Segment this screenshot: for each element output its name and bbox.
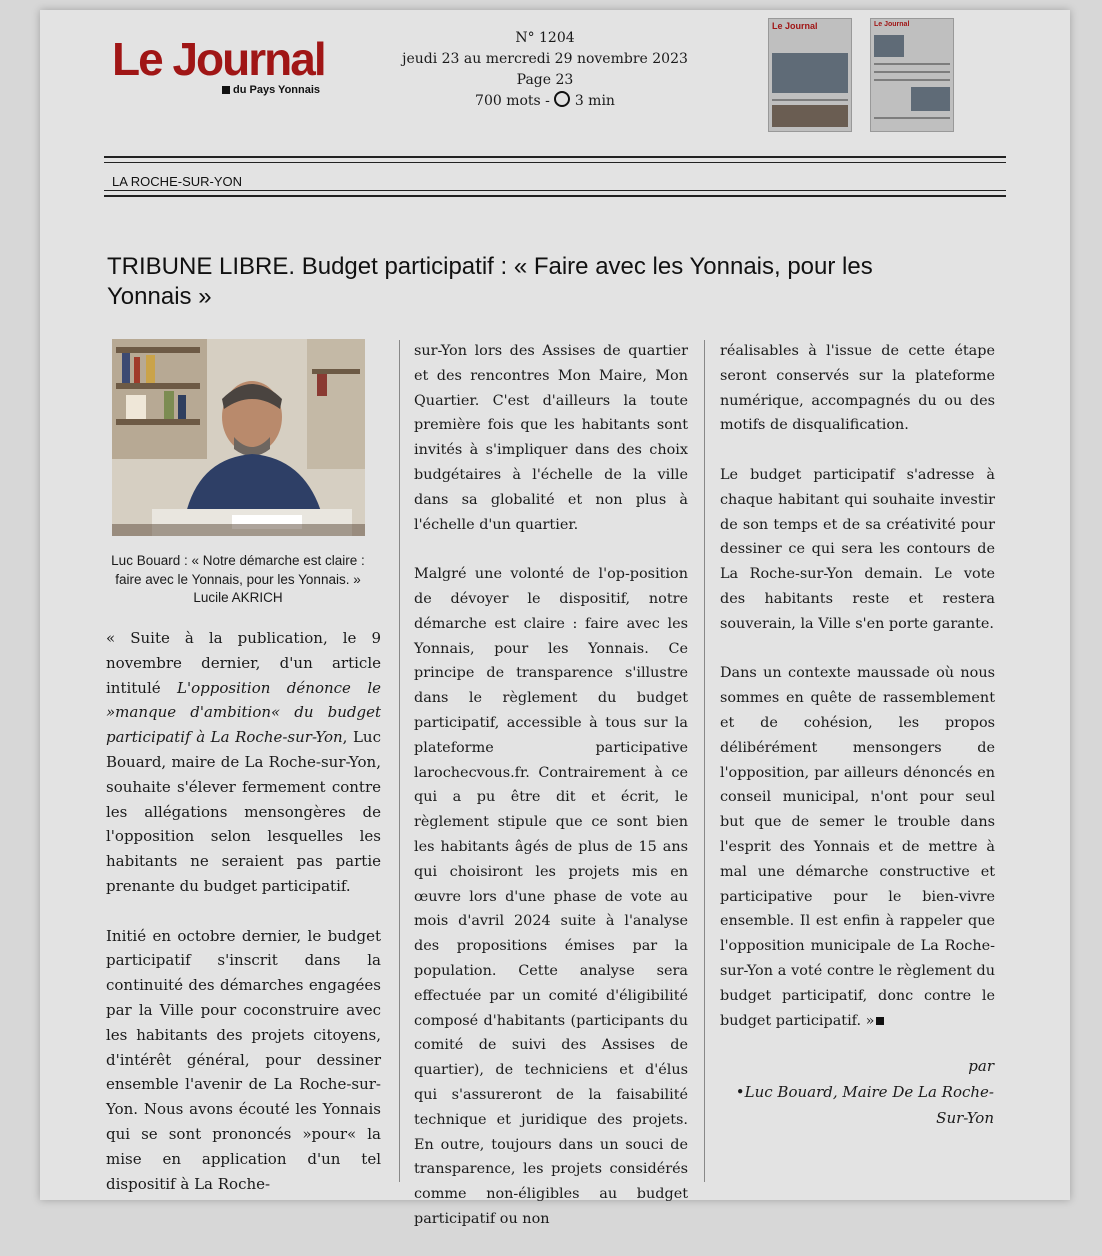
paragraph: réalisables à l'issue de cette étape seront conservés sur la plateforme numérique, accompagnés du ou des motifs de disqualification. bbox=[720, 343, 995, 434]
signature-by: par bbox=[968, 1057, 994, 1075]
word-count: 700 mots - bbox=[475, 93, 550, 109]
paragraph: Malgré une volonté de l'op-position de dévoyer le dispositif, notre démarche est claire : faire avec les Yonnais, pour les Yonnais. Ce principe de transparence s'illustre dans le règlement du budget participatif, accessible à tous sur la plateforme participative larochecvous.fr. Contrairement à ce qui a pu être dit et écrit, le règlement stipule que ce sont bien les habitants âgés de plus de 15 ans qui choisiront les projets mis en œuvre lors d'une phase de vote au mois d'avril 2024 suite à l'analyse des propositions émises par la population. Cette analyse sera effectuée par un comité d'éligibilité composé d'habitants (participants du comité de suivi des Assises de quartier), de techniciens et d'élus qui s'assureront de la faisabilité technique et juridique des projets. En outre, toujours dans un souci de transparence, les projets considérés comme non-éligibles au budget participatif ou non bbox=[414, 566, 688, 1227]
article-headline: TRIBUNE LIBRE. Budget participatif : « Faire avec les Yonnais, pour les Yonnais » bbox=[107, 253, 873, 310]
paragraph: « Suite à la publication, le 9 novembre dernier, d'un article intitulé L'opposition dénonce le »manque d'ambition« du budget participatif à La Roche-sur-Yon, Luc Bouard, maire de La Roche-sur-Yon, souhaite s'élever fermement contre les allégations mensongères de l'opposition selon lesquelles les habitants ne seraient pas partie prenante du budget participatif. bbox=[106, 629, 381, 895]
header-rule-bottom-thin bbox=[104, 190, 1006, 191]
article-column-2 bbox=[414, 339, 688, 1256]
signature-name: •Luc Bouard, Maire De La Roche-Sur-Yon bbox=[735, 1083, 994, 1127]
logo-title: Le Journal bbox=[112, 33, 325, 85]
issue-dates: jeudi 23 au mercredi 29 novembre 2023 bbox=[402, 51, 688, 67]
front-page-thumbnail[interactable]: Le Journal bbox=[768, 18, 852, 132]
article-column-1 bbox=[106, 626, 381, 1196]
issue-number: N° 1204 bbox=[515, 30, 575, 46]
article-page-thumbnail[interactable]: Le Journal bbox=[870, 18, 954, 132]
article-signature bbox=[730, 1053, 994, 1131]
section-label: LA ROCHE-SUR-YON bbox=[112, 174, 243, 189]
article-photo bbox=[112, 339, 365, 536]
header-rule-top-thin bbox=[104, 162, 1006, 163]
article-column-3 bbox=[720, 339, 995, 1058]
logo-subtitle: du Pays Yonnais bbox=[222, 84, 320, 96]
paragraph: Dans un contexte maussade où nous sommes en quête de rassemblement et de cohésion, les propos délibérément mensongers de l'opposition, par ailleurs dénoncés en conseil municipal, n'ont pour seul but que de semer le trouble dans l'esprit des Yonnais et de mettre à mal une démarche constructive et participative pour le bien-vivre ensemble. Il est enfin à rappeler que l'opposition municipale de La Roche-sur-Yon a voté contre le règlement du budget participatif, donc contre le budget participatif. » bbox=[720, 665, 995, 1029]
paragraph: Le budget participatif s'adresse à chaque habitant qui souhaite investir de son temps et de sa créativité pour dessiner ce qui sera les contours de La Roche-sur-Yon demain. Le vote des habitants reste et restera souverain, la Ville s'en porte garante. bbox=[720, 466, 995, 632]
reading-time: 3 min bbox=[574, 93, 615, 109]
end-mark-icon bbox=[876, 1017, 884, 1025]
reading-info bbox=[395, 91, 695, 112]
paragraph-text: Initié en octobre dernier, le budget participatif s'inscrit dans la continuité des démarches engagées par la Ville pour coconstruire avec les habitants des projets citoyens, d'intérêt général, pour dessiner ensemble l'avenir de La Roche-sur-Yon. Nous avons écouté les Yonnais qui se sont prononcés »pour« la mise en application d'un tel dispositif à La Roche- bbox=[106, 926, 381, 1193]
page-number: Page 23 bbox=[516, 72, 574, 88]
header-rule-bottom bbox=[104, 195, 1006, 197]
paragraph bbox=[106, 924, 381, 1197]
photo-caption: Luc Bouard : « Notre démarche est claire : faire avec le Yonnais, pour les Yonnais. » Lucile AKRICH bbox=[111, 553, 365, 605]
issue-meta bbox=[395, 28, 695, 112]
column-divider bbox=[704, 340, 705, 1182]
paragraph: sur-Yon lors des Assises de quartier et des rencontres Mon Maire, Mon Quartier. C'est d'ailleurs la toute première fois que les habitants sont invités à s'impliquer dans des choix budgétaires à l'échelle de la ville dans sa globalité et non plus à l'échelle d'un quartier. bbox=[414, 343, 688, 533]
header-rule-top bbox=[104, 156, 1006, 158]
column-divider bbox=[399, 340, 400, 1182]
clock-icon bbox=[554, 91, 570, 107]
journal-logo bbox=[112, 33, 325, 96]
newspaper-page bbox=[40, 10, 1070, 1227]
